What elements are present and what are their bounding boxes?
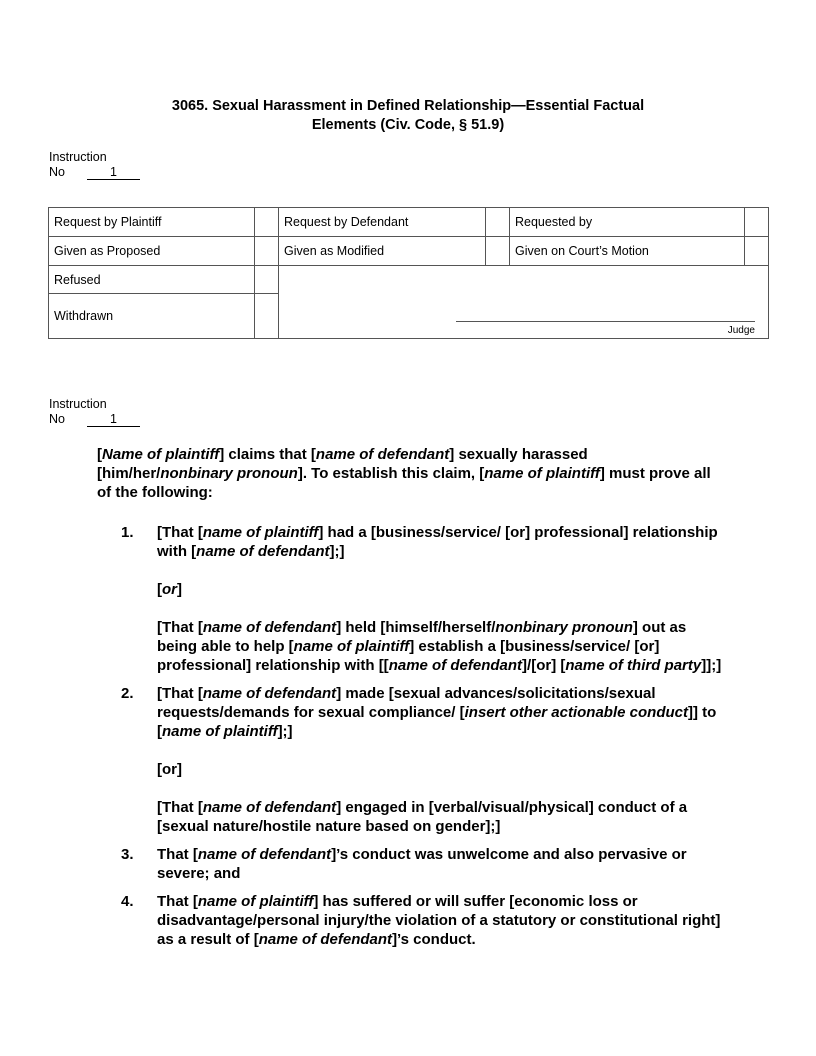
instruction-no-label: No bbox=[49, 412, 65, 426]
page-title bbox=[130, 97, 686, 135]
given-on-courts-motion-checkbox[interactable] bbox=[745, 237, 769, 266]
instruction-label: Instruction bbox=[49, 397, 107, 411]
given-as-proposed-label: Given as Proposed bbox=[49, 237, 255, 266]
withdrawn-label: Withdrawn bbox=[49, 294, 255, 339]
request-by-defendant-checkbox[interactable] bbox=[486, 208, 510, 237]
element-item-4 bbox=[97, 892, 722, 949]
item-number: 4. bbox=[121, 893, 134, 910]
item-1-or: [or] bbox=[157, 581, 182, 598]
request-by-plaintiff-checkbox[interactable] bbox=[255, 208, 279, 237]
intro-paragraph: [Name of plaintiff] claims that [name of defendant] sexually harassed [him/her/nonbinary pronoun]. To establish this claim, [name of plaintiff] must prove all of the following: bbox=[97, 446, 711, 501]
requested-by-label: Requested by bbox=[510, 208, 745, 237]
instruction-number-top bbox=[49, 150, 140, 180]
item-1-option-a: [That [name of plaintiff] had a [business/service/ [or] professional] relationship with [name of defendant];] bbox=[157, 524, 718, 560]
element-item-3 bbox=[97, 845, 722, 883]
instruction-number-field[interactable]: 1 bbox=[87, 413, 140, 427]
given-on-courts-motion-label: Given on Court’s Motion bbox=[510, 237, 745, 266]
item-4-text: That [name of plaintiff] has suffered or will suffer [economic loss or disadvantage/personal injury/the violation of a statutory or constitutional right] as a result of [name of defendant]’s conduct. bbox=[157, 893, 721, 948]
judge-label: Judge bbox=[727, 325, 755, 336]
given-as-modified-label: Given as Modified bbox=[279, 237, 486, 266]
item-2-or: [or] bbox=[157, 761, 182, 778]
requested-by-checkbox[interactable] bbox=[745, 208, 769, 237]
instruction-status-form bbox=[48, 207, 769, 339]
withdrawn-checkbox[interactable] bbox=[255, 294, 279, 339]
judge-signature-area[interactable] bbox=[279, 266, 769, 339]
instruction-body bbox=[97, 445, 722, 949]
item-2-option-b: [That [name of defendant] engaged in [verbal/visual/physical] conduct of a [sexual nature/hostile nature based on gender];] bbox=[157, 799, 688, 835]
item-1-option-b: [That [name of defendant] held [himself/herself/nonbinary pronoun] out as being able to help [name of plaintiff] establish a [business/service/ [or] professional] relationship with [[name of defendant]/[or] [name of third party]];] bbox=[157, 619, 722, 674]
item-number: 3. bbox=[121, 846, 134, 863]
instruction-label: Instruction bbox=[49, 150, 107, 164]
item-2-option-a: [That [name of defendant] made [sexual advances/solicitations/sexual requests/demands for sexual compliance/ [insert other actionable conduct]] to [name of plaintiff];] bbox=[157, 685, 717, 740]
title-line-1: 3065. Sexual Harassment in Defined Relationship—Essential Factual bbox=[171, 98, 645, 114]
item-number: 2. bbox=[121, 685, 134, 702]
refused-label: Refused bbox=[49, 266, 255, 294]
item-3-text: That [name of defendant]’s conduct was unwelcome and also pervasive or severe; and bbox=[157, 846, 687, 882]
request-by-defendant-label: Request by Defendant bbox=[279, 208, 486, 237]
instruction-number-body bbox=[49, 397, 140, 427]
element-item-2 bbox=[97, 684, 722, 836]
element-item-1 bbox=[97, 523, 722, 675]
given-as-modified-checkbox[interactable] bbox=[486, 237, 510, 266]
item-number: 1. bbox=[121, 524, 134, 541]
judge-signature-line bbox=[456, 321, 755, 322]
refused-checkbox[interactable] bbox=[255, 266, 279, 294]
instruction-number-field[interactable]: 1 bbox=[87, 166, 140, 180]
given-as-proposed-checkbox[interactable] bbox=[255, 237, 279, 266]
title-line-2: Elements (Civ. Code, § 51.9) bbox=[311, 117, 505, 133]
request-by-plaintiff-label: Request by Plaintiff bbox=[49, 208, 255, 237]
instruction-no-label: No bbox=[49, 165, 65, 179]
